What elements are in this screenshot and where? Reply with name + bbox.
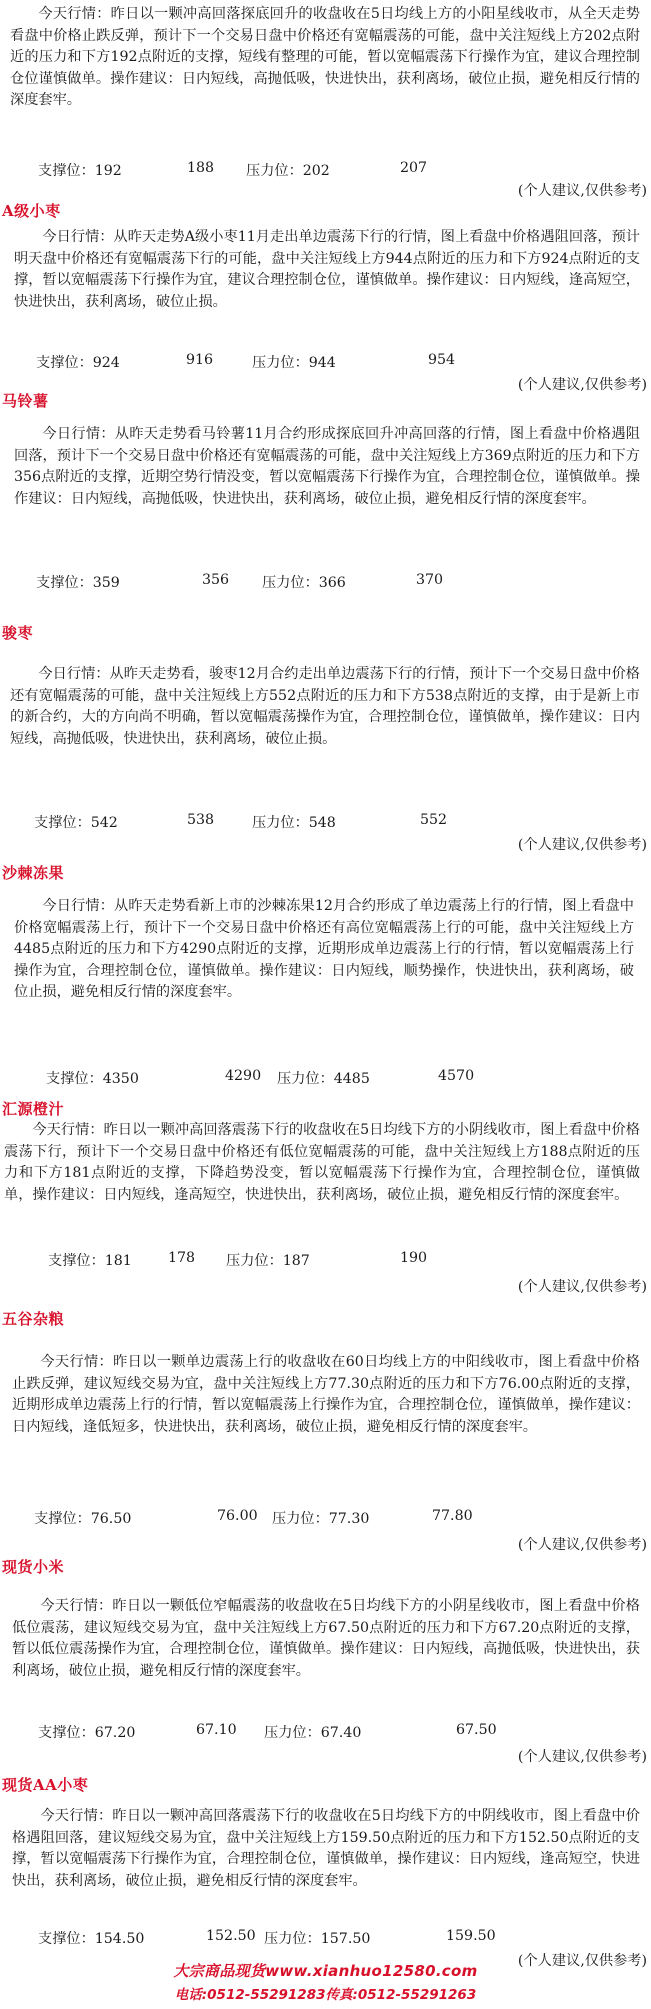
support-level: 支撑位：4350 [46,1071,139,1087]
pressure-level: 压力位：366 [262,575,346,591]
disclaimer-note: (个人建议,仅供参考) [517,1749,647,1765]
support-level-2: 152.50 [206,1928,256,1944]
support-level-2: 916 [186,352,214,368]
analysis-paragraph: 今日行情：从昨天走势看马铃薯11月合约形成探底回升冲高回落的行情，图上看盘中价格遇阻回落，预计下一个交易日盘中价格还有宽幅震荡的可能，盘中关注短线上方369点附近的压力和下方356点附近的支撑，近期空势行情没变，暂以宽幅震荡下行操作为宜，合理控制仓位，谨慎做单。操作建议：日内短线，高抛低吸，快进快出，获利离场，破位止损，避免相反行情的深度套牢。 [14,426,640,507]
section-title: 现货小米 [2,1558,65,1576]
disclaimer-note: (个人建议,仅供参考) [517,1279,647,1295]
pressure-level: 压力位：944 [252,355,336,371]
section-title: A级小枣 [2,202,61,220]
analysis-paragraph: 今日行情：从昨天走势看新上市的沙棘冻果12月合约形成了单边震荡上行的行情，图上看盘中价格宽幅震荡上行，预计下一个交易日盘中价格还有高位宽幅震荡上行的可能，盘中关注短线上方4485点附近的压力和下方4290点附近的支撑，近期形成单边震荡上行的行情，暂以宽幅震荡上行操作为宜，合理控制仓位，谨慎做单。操作建议：日内短线，顺势操作，快进快出，获利离场，破位止损，避免相反行情的深度套牢。 [14,898,634,1001]
section-title: 马铃薯 [2,392,49,410]
section-title: 现货AA小枣 [2,1776,89,1794]
support-level-2: 67.10 [196,1722,237,1738]
analysis-paragraph: 今天行情：昨日以一颗单边震荡上行的收盘收在60日均线上方的中阳线收市，图上看盘中价格止跌反弹，建议短线交易为宜，盘中关注短线上方77.30点附近的压力和下方76.00点附近的支撑，近期形成单边震荡上行的行情，暂以宽幅震荡上行操作为宜，合理控制仓位，谨慎做单，操作建议：日内短线，逢低短多，快进快出，获利离场，破位止损，避免相反行情的深度套牢。 [12,1354,640,1435]
footer-phone-fax: 电话:0512-55291283传真:0512-55291263 [174,1987,477,2003]
section-title: 骏枣 [2,624,34,642]
analysis-paragraph: 今天行情：昨日以一颗冲高回落探底回升的收盘收在5日均线上方的小阳星线收市，从全天走势看盘中价格止跌反弹，预计下一个交易日盘中价格还有宽幅震荡的可能，盘中关注短线上方202点附近的压力和下方192点附近的支撑，短线有整理的可能，暂以宽幅震荡下行操作为宜，建议合理控制仓位谨慎做单。操作建议：日内短线，高抛低吸，快进快出，获利离场，破位止损，避免相反行情的深度套牢。 [10,6,640,109]
disclaimer-note: (个人建议,仅供参考) [517,1537,647,1553]
pressure-level-2: 77.80 [432,1508,473,1524]
pressure-level-2: 159.50 [446,1928,496,1944]
disclaimer-note: (个人建议,仅供参考) [517,377,647,393]
analysis-paragraph: 今天行情：昨日以一颗低位窄幅震荡的收盘收在5日均线下方的小阴星线收市，图上看盘中价格低位震荡，建议短线交易为宜，盘中关注短线上方67.50点附近的压力和下方67.20点附近的支撑，暂以低位震荡操作为宜，合理控制仓位，谨慎做单。操作建议：日内短线，高抛低吸，快进快出，获利离场，破位止损，避免相反行情的深度套牢。 [12,1598,640,1679]
disclaimer-note: (个人建议,仅供参考) [517,837,647,853]
analysis-paragraph: 今日行情：从昨天走势看，骏枣12月合约走出单边震荡下行的行情，预计下一个交易日盘中价格还有宽幅震荡的可能，盘中关注短线上方552点附近的压力和下方538点附近的支撑，由于是新上市的新合约，大的方向尚不明确，暂以宽幅震荡操作为宜，合理控制仓位，谨慎做单，操作建议：日内短线，高抛低吸，快进快出，获利离场，破位止损。 [10,666,640,747]
pressure-level-2: 4570 [438,1068,475,1084]
pressure-level-2: 552 [420,812,448,828]
support-level: 支撑位：542 [34,815,118,831]
support-level: 支撑位：154.50 [38,1931,145,1947]
pressure-level: 压力位：77.30 [272,1511,370,1527]
pressure-level: 压力位：202 [246,163,330,179]
support-level: 支撑位：192 [38,163,122,179]
support-level: 支撑位：924 [36,355,120,371]
pressure-level: 压力位：157.50 [264,1931,371,1947]
footer-website: 大宗商品现货www.xianhuo12580.com [173,1962,478,1980]
analysis-paragraph: 今日行情：从昨天走势A级小枣11月走出单边震荡下行的行情，图上看盘中价格遇阻回落，预计明天盘中价格还有宽幅震荡下行的可能，盘中关注短线上方944点附近的压力和下方924点附近的支撑，暂以宽幅震荡下行操作为宜，建议合理控制仓位，谨慎做单。操作建议：日内短线，逢高短空，快进快出，获利离场，破位止损。 [14,229,640,310]
section-title: 汇源橙汁 [2,1100,65,1118]
footer-contact [0,1960,651,2003]
section-title: 五谷杂粮 [2,1310,65,1328]
support-level: 支撑位：359 [36,575,120,591]
disclaimer-note: (个人建议,仅供参考) [517,183,647,199]
support-level-2: 178 [168,1250,196,1266]
pressure-level-2: 370 [416,572,444,588]
support-level-2: 4290 [225,1068,262,1084]
support-level: 支撑位：67.20 [38,1725,136,1741]
support-level: 支撑位：76.50 [34,1511,132,1527]
pressure-level: 压力位：67.40 [264,1725,362,1741]
support-level: 支撑位：181 [48,1253,132,1269]
disclaimer-note: (个人建议,仅供参考) [517,1953,647,1969]
section-title: 沙棘冻果 [2,864,65,882]
pressure-level-2: 207 [400,160,428,176]
analysis-paragraph: 今天行情：昨日以一颗冲高回落震荡下行的收盘收在5日均线下方的中阴线收市，图上看盘中价格遇阻回落，建议短线交易为宜，盘中关注短线上方159.50点附近的压力和下方152.50点附近的支撑，暂以宽幅震荡下行操作为宜，合理控制仓位，谨慎做单，操作建议：日内短线，逢高短空，快进快出，获利离场，破位止损，避免相反行情的深度套牢。 [12,1808,640,1889]
support-level-2: 76.00 [217,1508,258,1524]
pressure-level: 压力位：187 [226,1253,310,1269]
pressure-level: 压力位：548 [252,815,336,831]
analysis-paragraph: 今天行情：昨日以一颗冲高回落震荡下行的收盘收在5日均线下方的小阴线收市，图上看盘中价格震荡下行，预计下一个交易日盘中价格还有低位宽幅震荡的可能，盘中关注短线上方188点附近的压力和下方181点附近的支撑，下降趋势没变，暂以宽幅震荡下行操作为宜，合理控制仓位，谨慎做单，操作建议：日内短线，逢高短空，快进快出，获利离场，破位止损，避免相反行情的深度套牢。 [4,1122,640,1203]
pressure-level-2: 67.50 [456,1722,497,1738]
support-level-2: 356 [202,572,230,588]
pressure-level-2: 954 [428,352,456,368]
support-level-2: 538 [187,812,215,828]
pressure-level: 压力位：4485 [277,1071,370,1087]
pressure-level-2: 190 [400,1250,428,1266]
support-level-2: 188 [187,160,215,176]
